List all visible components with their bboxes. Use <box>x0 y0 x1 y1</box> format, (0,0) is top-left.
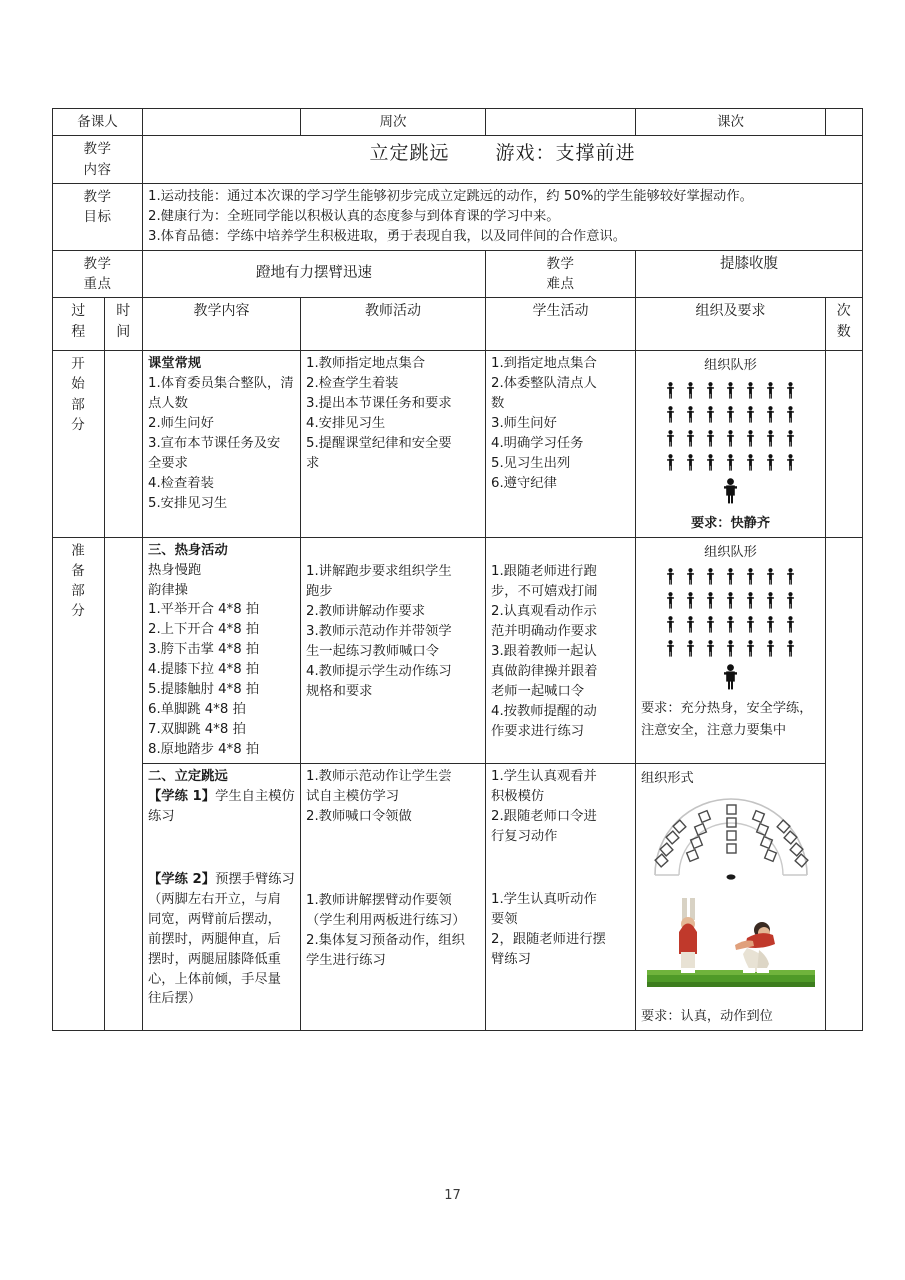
person-icon <box>706 406 715 423</box>
objectives-label: 教学 目标 <box>53 183 143 250</box>
activity-line: 2.认真观看动作示 <box>491 604 597 620</box>
person-icon <box>686 430 695 447</box>
person-icon <box>666 568 675 585</box>
content-line: 5.提膝触肘 4*8 拍 <box>148 682 260 698</box>
person-icon <box>766 430 775 447</box>
person-icon <box>746 406 755 423</box>
activity-line: 真做韵律操并跟着 <box>491 663 598 679</box>
activity-line: 1.学生认真听动作 <box>491 891 597 907</box>
warmup-student-activity <box>486 537 636 763</box>
practice2-detail: 往后摆） <box>148 991 202 1007</box>
activity-line: 积极模仿 <box>491 788 545 804</box>
table-row-section-preparation-longjump <box>53 763 863 1031</box>
person-icon <box>686 454 695 471</box>
activity-line: 规格和要求 <box>306 683 373 699</box>
teacher-person-icon <box>723 478 738 504</box>
content-line: 2.上下开合 4*8 拍 <box>148 622 260 638</box>
activity-line: 1.学生认真观看并 <box>491 768 597 784</box>
activity-line: 4.教师提示学生动作练习 <box>306 663 452 679</box>
content-line: 4.提膝下拉 4*8 拍 <box>148 662 260 678</box>
warmup-teaching-content <box>143 537 301 763</box>
activity-line: 生一起练习教师喊口令 <box>306 643 439 659</box>
beginning-teaching-content <box>143 351 301 538</box>
table-row-focus <box>53 250 863 298</box>
table-row-header-info <box>53 109 863 136</box>
difficulty-label: 教学 难点 <box>486 250 636 298</box>
table-row-column-headers <box>53 298 863 351</box>
activity-line: 1.讲解跑步要求组织学生 <box>306 564 452 580</box>
organization-requirement: 要求：认真，动作到位 <box>641 1009 773 1025</box>
activity-line: 5.提醒课堂纪律和安全要 <box>306 435 452 451</box>
teacher-person-icon <box>723 664 738 690</box>
activity-line: 1.教师指定地点集合 <box>306 356 426 372</box>
section-time-beginning <box>105 351 143 538</box>
formation-row <box>641 382 820 399</box>
practice2-detail: 摆时，两腿屈膝降低重 <box>148 951 281 967</box>
beginning-organization <box>636 351 826 538</box>
column-header-student-activity: 学生活动 <box>486 298 636 351</box>
section-times-preparation <box>826 537 863 1031</box>
person-icon <box>786 616 795 633</box>
lesson-number-value[interactable] <box>826 109 863 136</box>
activity-line: 2.教师喊口令领做 <box>306 808 412 824</box>
objective-item: 2.健康行为：全班同学能以积极认真的态度参与到体育课的学习中来。 <box>148 208 560 224</box>
content-line: 韵律操 <box>148 582 188 598</box>
person-icon <box>766 454 775 471</box>
person-icon <box>666 616 675 633</box>
person-icon <box>746 640 755 657</box>
person-icon <box>786 640 795 657</box>
formation-requirement: 要求：充分热身，安全学练，注意安全，注意力要集中 <box>641 701 813 738</box>
person-icon <box>786 454 795 471</box>
warmup-organization <box>636 537 826 763</box>
formation-requirement: 要求：快静齐 <box>690 515 771 531</box>
activity-line: 3.师生问好 <box>491 415 557 431</box>
page-number: 17 <box>444 1188 461 1203</box>
activity-line: 3.提出本节课任务和要求 <box>306 395 452 411</box>
person-icon <box>786 382 795 399</box>
content-line: 4.检查着装 <box>148 475 214 491</box>
person-icon <box>706 454 715 471</box>
week-label: 周次 <box>301 109 486 136</box>
objective-item: 1.运动技能：通过本次课的学习学生能够初步完成立定跳远的动作，约 50%的学生能够较好掌握动作。 <box>148 188 753 204</box>
activity-line: 5.见习生出列 <box>491 455 571 471</box>
person-icon <box>766 406 775 423</box>
content-line: 全要求 <box>148 455 188 471</box>
person-icon <box>746 430 755 447</box>
activity-line: 行复习动作 <box>491 828 558 844</box>
column-header-teacher-activity: 教师活动 <box>301 298 486 351</box>
column-header-time: 时 间 <box>105 298 143 351</box>
person-icon <box>706 640 715 657</box>
lesson-number-label: 课次 <box>636 109 826 136</box>
activity-line: 3.教师示范动作并带领学 <box>306 624 452 639</box>
content-line: 5.安排见习生 <box>148 495 228 511</box>
activity-line: 4.明确学习任务 <box>491 435 584 451</box>
practice2-text: 预摆手臂练习 <box>215 871 295 887</box>
person-icon <box>706 568 715 585</box>
semicircle-formation-diagram <box>641 795 820 888</box>
column-header-teaching-content: 教学内容 <box>143 298 301 351</box>
formation-diagram <box>641 568 820 690</box>
content-line: 热身慢跑 <box>148 562 202 578</box>
organization-form-title: 组织形式 <box>641 770 694 786</box>
formation-row <box>641 616 820 633</box>
person-icon <box>666 382 675 399</box>
content-line: 6.单脚跳 4*8 拍 <box>148 702 246 718</box>
activity-line: 2，跟随老师进行摆 <box>491 931 606 947</box>
person-icon <box>746 454 755 471</box>
column-header-process: 过 程 <box>53 298 105 351</box>
longjump-student-activity <box>486 763 636 1031</box>
practice2-detail: 同宽，两臂前后摆动， <box>148 911 281 927</box>
preparer-value[interactable] <box>143 109 301 136</box>
practice2-detail: 心，上体前倾，手尽量 <box>148 971 281 987</box>
table-row-teaching-content <box>53 136 863 184</box>
formation-row <box>641 454 820 471</box>
key-point-label: 教学 重点 <box>53 250 143 298</box>
person-icon <box>746 592 755 609</box>
activity-line: 1.到指定地点集合 <box>491 356 597 372</box>
person-icon <box>686 406 695 423</box>
preparer-label: 备课人 <box>53 109 143 136</box>
section-time-preparation <box>105 537 143 1031</box>
content-line: 3.胯下击掌 4*8 拍 <box>148 642 260 658</box>
warmup-teacher-activity <box>301 537 486 763</box>
activity-line: 3.跟着教师一起认 <box>491 643 597 659</box>
longjump-teaching-content <box>143 763 301 1031</box>
activity-line: 2.检查学生着装 <box>306 376 399 391</box>
formation-row <box>641 406 820 423</box>
content-heading: 课堂常规 <box>148 356 202 372</box>
person-icon <box>786 406 795 423</box>
game-topic-text: 游戏：支撑前进 <box>495 142 636 165</box>
table-row-section-preparation-warmup <box>53 537 863 763</box>
person-icon <box>766 592 775 609</box>
person-icon <box>726 406 735 423</box>
activity-line: 臂练习 <box>491 951 531 967</box>
lesson-plan-table <box>52 108 863 136</box>
beginning-student-activity <box>486 351 636 538</box>
section-label-preparation: 准 备 部 分 <box>53 537 105 1031</box>
person-icon <box>666 430 675 447</box>
formation-row <box>641 640 820 657</box>
content-line: 7.双脚跳 4*8 拍 <box>148 722 246 738</box>
person-icon <box>666 406 675 423</box>
longjump-organization <box>636 763 826 1031</box>
person-icon <box>786 430 795 447</box>
practice1-tag: 【学练 1】 <box>148 788 216 804</box>
formation-row <box>641 592 820 609</box>
formation-title: 组织队形 <box>704 358 757 374</box>
formation-diagram <box>641 382 820 504</box>
person-icon <box>726 382 735 399</box>
person-icon <box>726 430 735 447</box>
person-icon <box>686 616 695 633</box>
formation-leader-row <box>641 664 820 690</box>
person-icon <box>726 454 735 471</box>
person-icon <box>766 616 775 633</box>
practice1-text: 学生自主模仿 <box>215 788 295 804</box>
practice2-detail: 前摆时，两腿伸直，后 <box>148 931 281 947</box>
activity-line: （学生利用两板进行练习） <box>306 913 466 929</box>
column-header-times: 次 数 <box>826 298 863 351</box>
activity-line: 1.教师示范动作让学生尝 <box>306 768 452 784</box>
main-topic-text: 立定跳远 <box>369 142 450 165</box>
formation-title: 组织队形 <box>704 544 757 560</box>
person-icon <box>766 640 775 657</box>
person-icon <box>686 568 695 585</box>
person-icon <box>706 430 715 447</box>
person-icon <box>726 592 735 609</box>
content-line: 3.宣布本节课任务及安 <box>148 435 281 451</box>
lesson-plan-sheet <box>52 108 862 1031</box>
table-row-objectives <box>53 183 863 250</box>
activity-line: 2.教师讲解动作要求 <box>306 604 426 620</box>
practice2-detail: （两脚左右开立，与肩 <box>148 891 281 907</box>
person-icon <box>786 568 795 585</box>
formation-leader-row <box>641 478 820 504</box>
person-icon <box>686 640 695 657</box>
person-icon <box>706 592 715 609</box>
person-icon <box>726 568 735 585</box>
person-icon <box>666 454 675 471</box>
person-icon <box>706 382 715 399</box>
activity-line: 6.遵守纪律 <box>491 475 557 491</box>
person-icon <box>666 640 675 657</box>
person-icon <box>786 592 795 609</box>
activity-line: 学生进行练习 <box>306 953 386 969</box>
activity-line: 2.体委整队清点人 <box>491 376 597 391</box>
content-line: 1.体育委员集合整队，清 <box>148 376 294 391</box>
content-line: 2.师生问好 <box>148 415 214 431</box>
activity-line: 4.安排见习生 <box>306 415 386 431</box>
person-icon <box>746 616 755 633</box>
practice1-line <box>148 787 295 807</box>
key-point-value: 蹬地有力摆臂迅速 <box>143 250 486 298</box>
practice2-line <box>148 870 295 890</box>
column-header-organization: 组织及要求 <box>636 298 826 351</box>
activity-line: 2.集体复习预备动作，组织 <box>306 933 465 949</box>
week-value[interactable] <box>486 109 636 136</box>
difficulty-value: 提膝收腹 <box>636 250 863 298</box>
activity-line: 数 <box>491 395 505 411</box>
activity-line: 范并明确动作要求 <box>491 624 598 639</box>
person-icon <box>746 568 755 585</box>
person-icon <box>686 382 695 399</box>
practice1-continuation: 练习 <box>148 808 175 824</box>
table-row-section-beginning <box>53 351 863 538</box>
lesson-topic-cell <box>143 136 863 184</box>
activity-line: 求 <box>306 455 320 471</box>
content-heading: 三、热身活动 <box>148 542 228 558</box>
content-line: 1.平举开合 4*8 拍 <box>148 602 260 618</box>
person-icon <box>706 616 715 633</box>
person-icon <box>726 616 735 633</box>
activity-line: 老师一起喊口令 <box>491 683 585 699</box>
content-heading: 二、立定跳远 <box>148 768 228 784</box>
beginning-teacher-activity <box>301 351 486 538</box>
person-icon <box>686 592 695 609</box>
activity-line: 4.按教师提醒的动 <box>491 703 597 719</box>
content-line: 8.原地踏步 4*8 拍 <box>148 742 260 758</box>
person-icon <box>766 568 775 585</box>
section-label-beginning: 开 始 部 分 <box>53 351 105 538</box>
teaching-content-label: 教学 内容 <box>53 136 143 184</box>
activity-line: 要领 <box>491 911 518 927</box>
objectives-cell <box>143 183 863 250</box>
activity-line: 作要求进行练习 <box>491 723 585 739</box>
person-icon <box>726 640 735 657</box>
formation-row <box>641 568 820 585</box>
activity-line: 试自主模仿学习 <box>306 788 400 804</box>
person-icon <box>766 382 775 399</box>
longjump-teacher-activity <box>301 763 486 1031</box>
activity-line: 跑步 <box>306 584 333 600</box>
activity-line: 步，不可嬉戏打闹 <box>491 584 598 600</box>
activity-line: 2.跟随老师口令进 <box>491 808 597 824</box>
practice2-tag: 【学练 2】 <box>148 871 216 887</box>
lesson-plan-body-table <box>52 135 863 1031</box>
objective-item: 3.体育品德：学练中培养学生积极进取，勇于表现自我，以及同伴间的合作意识。 <box>148 228 627 244</box>
formation-row <box>641 430 820 447</box>
activity-line: 1.教师讲解摆臂动作要领 <box>306 893 452 909</box>
person-icon <box>666 592 675 609</box>
standing-long-jump-demo-photo <box>641 890 820 999</box>
person-icon <box>746 382 755 399</box>
activity-line: 1.跟随老师进行跑 <box>491 564 597 580</box>
content-line: 点人数 <box>148 395 188 411</box>
section-times-beginning <box>826 351 863 538</box>
